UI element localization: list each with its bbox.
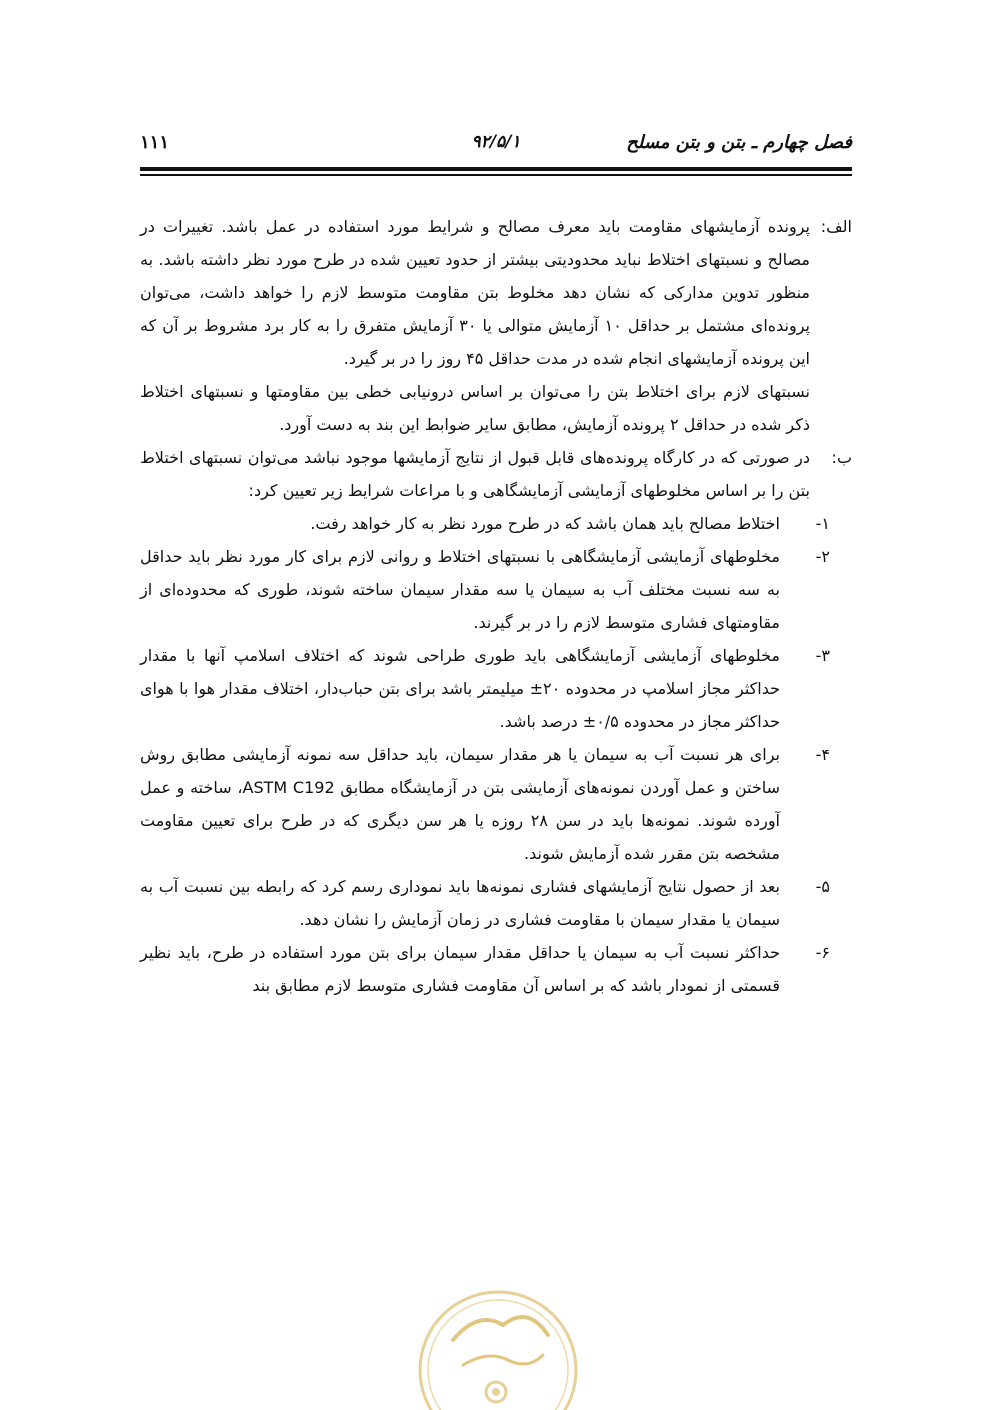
- list-item-number: ۴-: [815, 745, 830, 764]
- list-item-text: بعد از حصول نتایج آزمایشهای فشاری نمونه‌ها باید نموداری رسم کرد که رابطه بین نسبت آب به سیمان یا مقدار سیمان با مقاومت فشاری در زمان آزمایش را نشان دهد.: [140, 877, 780, 929]
- list-item: [140, 639, 852, 738]
- list-item-text: مخلوطهای آزمایشی آزمایشگاهی با نسبتهای اختلاط و روانی لازم برای کار مورد نظر باید حداقل به سه نسبت مختلف آب به سیمان یا سه مقدار سیمان ساخته شوند، طوری که محدوده‌ای از مقاومتهای فشاری متوسط لازم را در بر گیرند.: [140, 547, 780, 632]
- page-number: ۱۱۱: [140, 132, 170, 153]
- list-item-number: ۲-: [815, 547, 830, 566]
- clause-be: [140, 441, 852, 507]
- list-item-text: حداکثر نسبت آب به سیمان یا حداقل مقدار سیمان برای بتن مورد استفاده در طرح، باید نظیر قسمتی از نمودار باشد که بر اساس آن مقاومت فشاری متوسط لازم مطابق بند: [140, 943, 780, 995]
- clause-alef: [140, 210, 852, 375]
- document-code: ۹۲/۵/۱: [471, 132, 521, 152]
- list-item-text: مخلوطهای آزمایشی آزمایشگاهی باید طوری طراحی شوند که اختلاف اسلامپ آنها با مقدار حداکثر مجاز اسلامپ در محدوده ۲۰± میلیمتر باشد برای بتن حباب‌دار، اختلاف مقدار هوا با هوای حداکثر مجاز در محدوده ۰/۵± درصد باشد.: [140, 646, 780, 731]
- clause-marker: ب:: [831, 448, 852, 467]
- body-text: [140, 210, 852, 1002]
- list-item: [140, 870, 852, 936]
- list-item-number: ۶-: [815, 943, 830, 962]
- list-item: [140, 507, 852, 540]
- list-item: [140, 738, 852, 870]
- list-item: [140, 936, 852, 1002]
- list-item-number: ۳-: [815, 646, 830, 665]
- header-rule-thin: [140, 174, 852, 176]
- clause-marker: الف:: [820, 217, 852, 236]
- list-item-number: ۵-: [815, 877, 830, 896]
- clause-alef-continuation: نسبتهای لازم برای اختلاط بتن را می‌توان بر اساس درونیابی خطی بین مقاومتها و نسبتهای اختلاط ذکر شده در حداقل ۲ پرونده آزمایش، مطابق سایر ضوابط این بند به دست آورد.: [140, 382, 810, 434]
- list-item: [140, 540, 852, 639]
- list-item-text: برای هر نسبت آب به سیمان یا هر مقدار سیمان، باید حداقل سه نمونه آزمایشی مطابق روش ساختن و عمل آوردن نمونه‌های آزمایشی بتن در آزمایشگاه مطابق ASTM C192، ساخته و عمل آورده شوند. نمونه‌ها باید در سن ۲۸ روزه یا هر سن دیگری که در طرح برای تعیین مقاومت مشخصه بتن مقرر شده آزمایش شوند.: [140, 745, 780, 863]
- clause-text: در صورتی که در کارگاه پرونده‌های قابل قبول از نتایج آزمایشها موجود نباشد می‌توان نسبتهای اختلاط بتن را بر اساس مخلوطهای آزمایشی آزمایشگاهی و با مراعات شرایط زیر تعیین کرد:: [140, 448, 810, 500]
- seal-watermark-icon: [408, 1280, 588, 1410]
- page-header: [140, 128, 852, 162]
- header-rule-thick: [140, 167, 852, 171]
- list-item-number: ۱-: [815, 514, 830, 533]
- chapter-title: فصل چهارم ـ بتن و بتن مسلح: [626, 132, 852, 153]
- list-item-text: اختلاط مصالح باید همان باشد که در طرح مورد نظر به کار خواهد رفت.: [310, 514, 780, 533]
- clause-text: پرونده آزمایشهای مقاومت باید معرف مصالح و شرایط مورد استفاده در عمل باشد. تغییرات در مصالح و نسبتهای اختلاط نباید محدودیتی بیشتر از حدود تعیین شده در طرح مورد نظر داشته باشد. به منظور تدوین مدارکی که نشان دهد مخلوط بتن مقاومت متوسط لازم را خواهد داشت، می‌توان پرونده‌ای مشتمل بر حداقل ۱۰ آزمایش متوالی یا ۳۰ آزمایش متفرق را به کار برد مشروط بر آن که این پرونده آزمایشهای انجام شده در مدت حداقل ۴۵ روز را در بر گیرد.: [140, 217, 810, 368]
